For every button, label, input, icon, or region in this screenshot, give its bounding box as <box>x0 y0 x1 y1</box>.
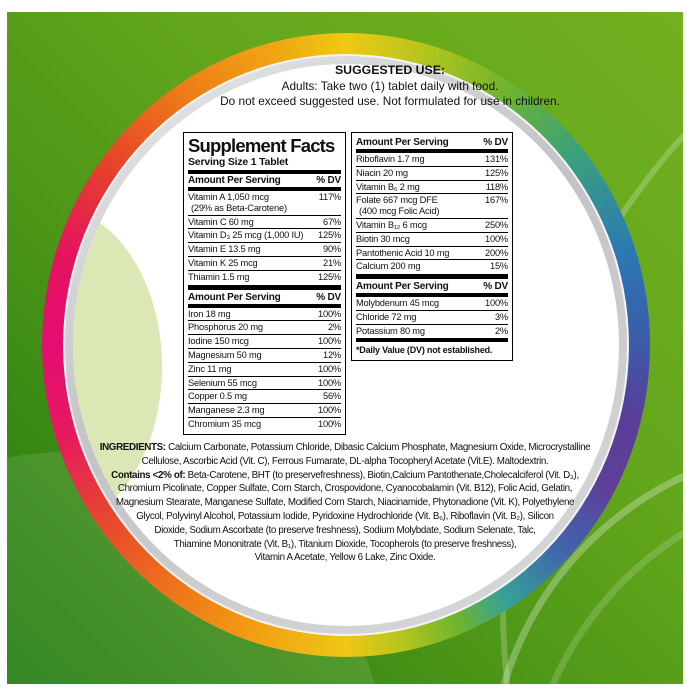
column-header <box>188 291 341 304</box>
ingredients-line: Dioxide, Sodium Ascorbate (to preserve freshness), Sodium Molybdate, Sodium Selenate, Talc, <box>154 524 536 536</box>
supplement-facts-title: Supplement Facts <box>188 135 335 156</box>
nutrient-name: Vitamin K 25 mcg <box>188 257 258 268</box>
nutrient-dv: 2% <box>494 325 508 336</box>
ingredients-line: Vitamin A Acetate, Yellow 6 Lake, Zinc Oxide. <box>254 552 436 564</box>
nutrient-row <box>356 297 508 310</box>
nutrient-name: Folate 667 mcg DFE (400 mcg Folic Acid) <box>356 195 440 217</box>
column-header <box>356 280 508 293</box>
column-header-dv: % DV <box>483 137 508 148</box>
nutrient-row <box>188 334 341 348</box>
ingredients-lead: Contains <2% of: <box>111 469 186 481</box>
nutrient-row <box>356 193 508 218</box>
ingredients-line: INGREDIENTS: Calcium Carbonate, Potassium Chloride, Dibasic Calcium Phosphate, Magnesium Oxide, Microcrystalline <box>99 442 591 453</box>
nutrient-name: Chloride 72 mg <box>356 311 417 322</box>
column-header-dv: % DV <box>316 291 341 303</box>
nutrient-row <box>356 246 508 260</box>
column-header-amount: Amount Per Serving <box>188 175 281 186</box>
column-header-dv: % DV <box>316 175 341 186</box>
nutrient-row <box>188 362 341 376</box>
nutrient-name: Iodine 150 mcg <box>188 336 249 347</box>
nutrient-dv: 131% <box>485 154 508 164</box>
nutrient-row <box>356 153 508 166</box>
nutrient-subname: (400 mcg Folic Acid) <box>359 206 440 217</box>
nutrient-row <box>188 320 341 334</box>
trace-minerals-table <box>356 297 508 337</box>
nutrient-dv: 125% <box>318 271 341 282</box>
nutrient-row <box>188 256 341 270</box>
nutrient-row <box>188 215 341 229</box>
nutrient-dv: 56% <box>322 391 341 402</box>
nutrient-name: Thiamin 1.5 mg <box>188 271 250 282</box>
nutrient-row <box>188 348 341 362</box>
minerals-table <box>188 308 341 431</box>
nutrient-dv: 67% <box>322 216 341 227</box>
nutrient-name: Vitamin A 1,050 mcg (29% as Beta-Carotene) <box>188 192 287 213</box>
nutrient-dv: 100% <box>318 336 341 347</box>
nutrient-row <box>356 180 508 194</box>
nutrient-dv: 100% <box>318 405 341 416</box>
nutrient-row <box>356 166 508 180</box>
nutrient-dv: 118% <box>485 181 508 192</box>
nutrient-row <box>356 310 508 324</box>
serving-size: Serving Size 1 Tablet <box>188 156 289 168</box>
nutrient-name: Manganese 2.3 mg <box>188 405 265 416</box>
nutrient-subname: (29% as Beta-Carotene) <box>191 202 287 213</box>
nutrient-name: Molybdenum 45 mcg <box>356 298 439 309</box>
nutrient-name: Pantothenic Acid 10 mg <box>356 247 450 258</box>
supplement-facts-box-right <box>351 132 513 361</box>
ingredients-line: Magnesium Stearate, Manganese Sulfate, Modified Corn Starch, Niacinamide, Phytonadione (Vit. K), Polyethylene <box>115 497 575 509</box>
nutrient-dv: 2% <box>327 322 341 333</box>
nutrient-dv: 117% <box>318 192 341 202</box>
suggested-use-title: SUGGESTED USE: <box>334 63 445 77</box>
ingredients-line: Contains <2% of: Beta-Carotene, BHT (to preservefreshness), Biotin,Calcium Pantothenate,Cholecalciferol (Vit. D₃), <box>111 469 579 481</box>
nutrient-dv: 15% <box>489 261 508 272</box>
nutrient-row <box>188 376 341 390</box>
ingredients-block <box>95 441 595 565</box>
section-divider-bar <box>356 274 508 279</box>
nutrient-dv: 100% <box>318 418 341 429</box>
nutrient-row <box>356 232 508 246</box>
column-header <box>188 174 341 187</box>
nutrient-dv: 100% <box>318 363 341 374</box>
nutrient-row <box>356 218 508 232</box>
nutrient-row <box>188 403 341 417</box>
suggested-use-line: Do not exceed suggested use. Not formulated for use in children. <box>220 94 560 108</box>
nutrient-name: Vitamin E 13.5 mg <box>188 244 261 255</box>
nutrient-dv: 200% <box>485 247 508 258</box>
nutrient-name: Vitamin B₁₂ 6 mcg <box>356 219 427 230</box>
nutrient-name: Magnesium 50 mg <box>188 349 262 360</box>
nutrient-dv: 100% <box>318 377 341 388</box>
nutrient-row <box>356 324 508 338</box>
nutrient-dv: 100% <box>485 298 508 309</box>
section-divider-bar <box>188 285 341 290</box>
column-header <box>356 136 508 149</box>
nutrient-row <box>188 270 341 284</box>
suggested-use-line: Adults: Take two (1) tablet daily with food. <box>281 78 499 93</box>
nutrient-dv: 100% <box>318 308 341 319</box>
nutrient-name: Copper 0.5 mg <box>188 391 247 402</box>
nutrient-name: Phosphorus 20 mg <box>188 322 263 333</box>
nutrient-dv: 125% <box>485 167 508 178</box>
nutrient-name: Selenium 55 mcg <box>188 377 257 388</box>
ingredients-line: Thiamine Mononitrate (Vit. B₁), Titanium Dioxide, Tocopherols (to preserve freshness), <box>173 538 517 550</box>
column-header-dv: % DV <box>483 281 508 293</box>
nutrient-name: Chromium 35 mcg <box>188 418 261 429</box>
nutrient-dv: 21% <box>322 257 341 268</box>
nutrient-row <box>188 228 341 242</box>
nutrient-dv: 12% <box>322 349 341 360</box>
nutrient-row <box>188 191 341 215</box>
column-header-amount: Amount Per Serving <box>356 137 449 148</box>
nutrient-row <box>188 417 341 431</box>
ingredients-lead: INGREDIENTS: <box>99 442 166 453</box>
nutrient-dv: 125% <box>318 230 341 241</box>
nutrient-dv: 100% <box>485 233 508 244</box>
nutrient-dv: 250% <box>485 219 508 230</box>
nutrient-dv: 167% <box>485 195 508 206</box>
nutrient-name: Calcium 200 mg <box>356 261 421 272</box>
ingredients-line: Cellulose, Ascorbic Acid (Vit. C), Ferrous Fumarate, DL-alpha Tocopheryl Acetate (Vit.E). Maltodextrin. <box>141 455 549 467</box>
column-header-amount: Amount Per Serving <box>356 281 449 293</box>
ingredients-line: Glycol, Polyvinyl Alcohol, Potassium Iodide, Pyridoxine Hydrochloride (Vit. B₆), Riboflavin (Vit. B₂), Silicon <box>136 510 554 522</box>
nutrient-row <box>188 308 341 321</box>
supplement-facts-box-left <box>183 132 346 435</box>
nutrient-name: Niacin 20 mg <box>356 167 408 178</box>
nutrient-name: Vitamin B₆ 2 mg <box>356 181 420 192</box>
nutrient-dv: 3% <box>494 311 508 322</box>
nutrient-row <box>188 242 341 256</box>
divider-bar <box>356 338 508 342</box>
b-vitamins-table <box>356 153 508 273</box>
nutrient-name: Vitamin D₃ 25 mcg (1,000 IU) <box>188 230 304 241</box>
nutrient-name: Riboflavin 1.7 mg <box>356 154 425 164</box>
vitamins-table <box>188 191 341 284</box>
nutrient-row <box>356 259 508 273</box>
nutrient-name: Zinc 11 mg <box>188 363 232 374</box>
column-header-amount: Amount Per Serving <box>188 291 281 303</box>
nutrient-name: Potassium 80 mg <box>356 325 425 336</box>
nutrient-row <box>188 389 341 403</box>
ingredients-line: Chromium Picolinate, Copper Sulfate, Corn Starch, Crospovidone, Cyanocobalamin (Vit. B12), Folic Acid, Gelatin, <box>117 483 573 495</box>
suggested-use-block <box>195 63 585 110</box>
nutrient-name: Biotin 30 mcg <box>356 233 410 244</box>
daily-value-footnote: *Daily Value (DV) not established. <box>356 344 493 355</box>
nutrient-name: Vitamin C 60 mg <box>188 216 254 227</box>
nutrient-dv: 90% <box>322 244 341 255</box>
nutrient-name: Iron 18 mg <box>188 308 231 319</box>
